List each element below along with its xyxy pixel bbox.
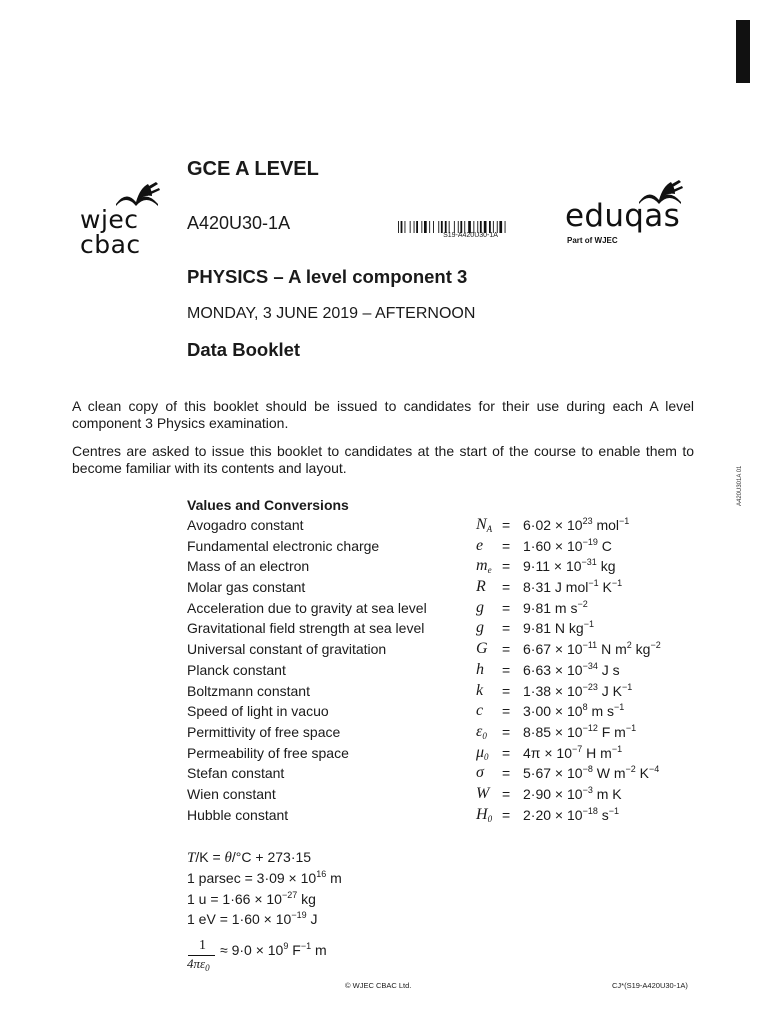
fraction-denominator: $4\pi\varepsilon_0$ — [187, 956, 210, 973]
electronvolt-conversion: 1 eV = $1\cdot 60 \times 10^{-19}$ J — [187, 910, 318, 927]
constant-value: $9\cdot 11 \times 10^{-31}$ kg — [523, 557, 616, 575]
eduqas-logo — [565, 180, 690, 250]
constant-value: $4\pi \times 10^{-7}$ H $m^{-1}$ — [523, 743, 623, 761]
equals-sign: = — [502, 537, 511, 554]
equals-sign: = — [502, 682, 511, 699]
black-tab-marker — [736, 20, 750, 83]
constant-row — [187, 516, 687, 537]
constant-symbol: c — [476, 702, 484, 720]
constant-row — [187, 702, 687, 723]
constant-symbol: R — [476, 578, 486, 596]
eduqas-subtitle: Part of WJEC — [567, 236, 618, 245]
values-heading: Values and Conversions — [187, 497, 349, 513]
equals-sign: = — [502, 579, 511, 596]
constant-name: Wien constant — [187, 785, 276, 802]
constant-name: Avogadro constant — [187, 517, 304, 533]
constant-row — [187, 619, 687, 640]
constant-name: Mass of an electron — [187, 558, 310, 575]
equals-sign: = — [502, 620, 511, 637]
constant-row — [187, 537, 687, 558]
intro-paragraph-2: Centres are asked to issue this booklet to candidates at the start of the course to enable them to become familiar with its contents and layout. — [72, 443, 694, 476]
constant-symbol: k — [476, 681, 484, 699]
equals-sign: = — [502, 641, 511, 658]
constant-value: $6\cdot 02 \times 10^{23}$ mol$^{-1}$ — [523, 516, 630, 533]
constant-name: Permittivity of free space — [187, 723, 341, 740]
constant-name: Acceleration due to gravity at sea level — [187, 599, 427, 616]
coulomb-constant-formula — [187, 938, 347, 974]
atomic-mass-unit-conversion: 1 $u = 1\cdot 66 \times 10^{-27}$ kg — [187, 890, 316, 907]
constant-row — [187, 806, 687, 827]
constant-value: $6\cdot 63 \times 10^{-34}$ J s — [523, 660, 620, 678]
constant-symbol: $m_e$ — [476, 557, 492, 576]
fraction-value: ≈ $9\cdot 0 \times 10^9$ $F^{-1}$ m — [220, 941, 327, 958]
constant-value: $5\cdot 67 \times 10^{-8}$ W $m^{-2}$ $K^{-4}$ — [523, 764, 660, 782]
constant-name: Hubble constant — [187, 806, 289, 823]
exam-date: MONDAY, 3 JUNE 2019 – AFTERNOON — [187, 305, 476, 322]
constants-table — [187, 516, 687, 826]
equals-sign: = — [502, 703, 511, 720]
constant-row — [187, 682, 687, 703]
eduqas-word: eduqas — [565, 198, 681, 234]
constant-symbol: W — [476, 784, 490, 802]
equals-sign: = — [502, 806, 511, 823]
wjec-cbac-logo — [78, 180, 168, 260]
equals-sign: = — [502, 599, 511, 616]
intro-paragraph-1: A clean copy of this booklet should be issued to candidates for their use during each A level component 3 Physics examination. — [72, 398, 694, 431]
copyright-notice: © WJEC CBAC Ltd. — [345, 981, 412, 990]
constant-symbol: g — [476, 598, 484, 616]
qualification-level: GCE A LEVEL — [187, 158, 319, 180]
constant-row — [187, 557, 687, 578]
constant-value: $8\cdot 85 \times 10^{-12}$ F $m^{-1}$ — [523, 722, 637, 740]
parsec-conversion: 1 $parsec = 3\cdot 09 \times 10^{16}$ m — [187, 869, 342, 886]
constant-row — [187, 599, 687, 620]
theta-symbol: θ — [224, 850, 232, 866]
constant-name: Universal constant of gravitation — [187, 641, 387, 658]
constant-name: Fundamental electronic charge — [187, 537, 380, 554]
constant-symbol: $\varepsilon_0$ — [476, 722, 487, 741]
side-code: A420U301A 01 — [737, 465, 743, 506]
constant-row — [187, 764, 687, 785]
wjec-word: wjec — [80, 205, 139, 234]
constant-value: $3\cdot 00 \times 10^8$ m $s^{-1}$ — [523, 702, 625, 720]
booklet-title: Data Booklet — [187, 339, 301, 360]
book-icon — [112, 180, 162, 206]
constant-name: Boltzmann constant — [187, 682, 310, 699]
constant-name: Gravitational field strength at sea level — [187, 620, 425, 637]
constant-row — [187, 578, 687, 599]
subject-title: PHYSICS – A level component 3 — [187, 266, 468, 287]
constant-row — [187, 661, 687, 682]
equals-sign: = — [502, 785, 511, 802]
constant-symbol: G — [476, 640, 488, 658]
equals-sign: = — [502, 765, 511, 782]
constant-value: $2\cdot 90 \times 10^{-3}$ m K — [523, 784, 622, 802]
constant-row — [187, 640, 687, 661]
equals-sign: = — [502, 517, 511, 533]
constant-symbol: h — [476, 660, 484, 678]
constant-symbol: σ — [476, 764, 484, 782]
cbac-word: cbac — [80, 230, 141, 259]
constant-value: $1\cdot 38 \times 10^{-23}$ J $K^{-1}$ — [523, 681, 633, 699]
barcode-text: S19-A420U30-1A — [443, 232, 498, 239]
constant-value: $1\cdot 60 \times 10^{-19}$ C — [523, 536, 612, 554]
paper-code: A420U30-1A — [187, 213, 291, 233]
constant-symbol: $H_0$ — [476, 805, 493, 824]
constant-value: $6\cdot 67 \times 10^{-11}$ N $m^2$ $kg^{-2}$ — [523, 640, 661, 658]
constant-symbol: $N_A$ — [476, 516, 493, 534]
constant-row — [187, 723, 687, 744]
constant-value: 8·31 J mol$^{-1}$ $K^{-1}$ — [523, 578, 623, 596]
temp-symbol: T — [187, 850, 196, 866]
constant-symbol: g — [476, 619, 484, 637]
constant-name: Molar gas constant — [187, 579, 306, 596]
equals-sign: = — [502, 744, 511, 761]
equals-sign: = — [502, 558, 511, 575]
constant-row — [187, 785, 687, 806]
equals-sign: = — [502, 723, 511, 740]
paper-reference: CJ*(S19-A420U30-1A) — [612, 981, 688, 990]
constant-symbol: e — [476, 536, 484, 554]
temperature-conversion: T/K = θ/°C + 273·15 — [187, 849, 312, 866]
constant-symbol: $\mu_0$ — [476, 743, 489, 762]
constant-name: Speed of light in vacuo — [187, 703, 329, 720]
constant-name: Permeability of free space — [187, 744, 349, 761]
constant-value: 9·81 m $s^{-2}$ — [523, 598, 588, 616]
constant-name: Stefan constant — [187, 765, 285, 782]
equals-sign: = — [502, 661, 511, 678]
constant-name: Planck constant — [187, 661, 286, 678]
constant-value: $2\cdot 20 \times 10^{-18}$ $s^{-1}$ — [523, 805, 619, 823]
constant-row — [187, 744, 687, 765]
constant-value: 9·81 N $kg^{-1}$ — [523, 619, 594, 637]
fraction-numerator: 1 — [199, 938, 206, 953]
